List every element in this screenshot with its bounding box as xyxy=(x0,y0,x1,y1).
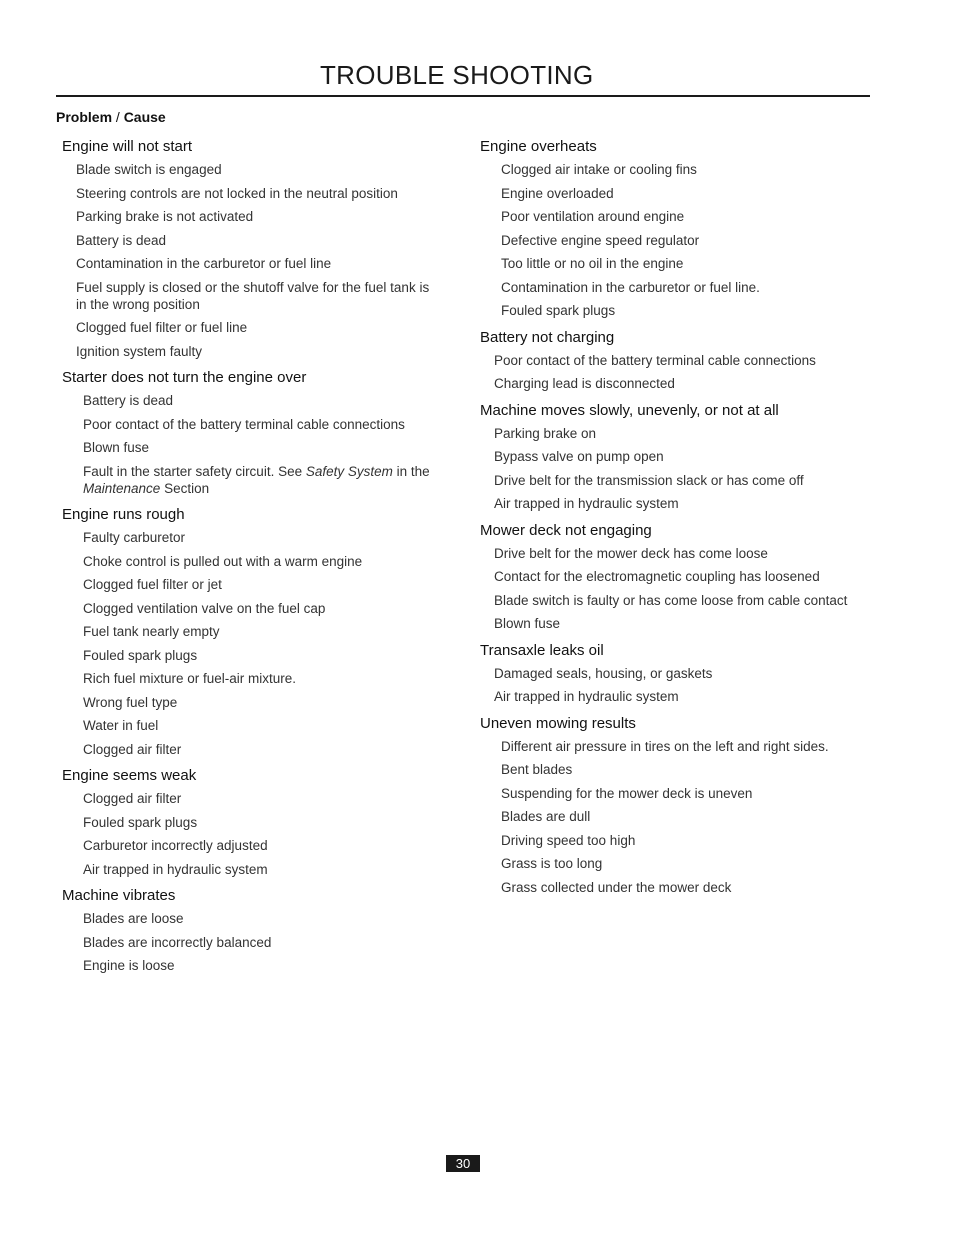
maintenance-reference: Maintenance xyxy=(83,480,161,496)
cause-item: Clogged fuel filter or jet xyxy=(83,577,222,592)
left-column xyxy=(62,138,442,983)
cause-list xyxy=(480,736,860,901)
problem-engine-will-not-start xyxy=(62,138,442,364)
problem-title: Engine runs rough xyxy=(62,506,185,523)
cause-item: Poor contact of the battery terminal cable connections xyxy=(83,416,405,432)
cause-item: Bypass valve on pump open xyxy=(494,449,664,464)
cause-item: Clogged air intake or cooling fins xyxy=(501,162,697,177)
cause-item: Fuel supply is closed or the shutoff valve for the fuel tank is in the wrong position xyxy=(76,279,430,312)
cause-item: Clogged ventilation valve on the fuel cap xyxy=(83,600,326,616)
problem-title: Mower deck not engaging xyxy=(480,521,652,539)
problem-title: Uneven mowing results xyxy=(480,714,636,732)
cause-item: Battery is dead xyxy=(83,393,174,408)
problem-title: Battery not charging xyxy=(480,328,615,346)
cause-text: Section xyxy=(160,480,210,496)
cause-item: Clogged fuel filter or fuel line xyxy=(76,320,248,335)
cause-list xyxy=(480,663,860,710)
cause-item: Faulty carburetor xyxy=(83,530,186,545)
cause-item: Air trapped in hydraulic system xyxy=(494,689,679,704)
safety-system-reference: Safety System xyxy=(305,463,393,479)
header-cause: Cause xyxy=(123,109,166,125)
cause-item: Too little or no oil in the engine xyxy=(501,256,684,271)
cause-item: Suspending for the mower deck is uneven xyxy=(501,785,753,801)
cause-item: Grass is too long xyxy=(501,856,603,871)
cause-list xyxy=(480,423,860,517)
cause-item: Clogged air filter xyxy=(83,741,182,757)
cause-item: Wrong fuel type xyxy=(83,694,178,710)
cause-item: Ignition system faulty xyxy=(76,343,203,359)
cause-item: Drive belt for the transmission slack or has come off xyxy=(494,472,804,488)
cause-item: Choke control is pulled out with a warm engine xyxy=(83,553,363,569)
problem-title: Machine moves slowly, unevenly, or not at all xyxy=(480,401,779,419)
cause-item: Air trapped in hydraulic system xyxy=(83,861,268,877)
cause-item: Engine overloaded xyxy=(501,185,614,201)
problem-battery-not-charging xyxy=(480,329,860,397)
cause-list xyxy=(62,390,442,501)
cause-item: Water in fuel xyxy=(83,718,159,733)
cause-text: Fault in the starter safety circuit. See xyxy=(83,463,306,479)
cause-item: Blown fuse xyxy=(494,616,561,631)
cause-item: Damaged seals, housing, or gaskets xyxy=(494,665,713,681)
cause-item: Blades are dull xyxy=(501,809,591,824)
problem-title: Engine will not start xyxy=(62,138,193,155)
cause-item: Different air pressure in tires on the left and right sides. xyxy=(501,738,829,754)
cause-item: Blades are incorrectly balanced xyxy=(83,934,272,950)
cause-item: Battery is dead xyxy=(76,232,167,248)
cause-item: Blade switch is faulty or has come loose from cable contact xyxy=(494,592,848,608)
cause-item: Blown fuse xyxy=(83,440,150,455)
cause-text: in the xyxy=(392,463,430,479)
cause-item: Bent blades xyxy=(501,762,573,777)
cause-item: Fouled spark plugs xyxy=(501,303,616,318)
cause-list xyxy=(480,159,860,324)
cause-item: Air trapped in hydraulic system xyxy=(494,496,679,511)
title-rule xyxy=(56,95,870,97)
cause-item: Contamination in the carburetor or fuel line. xyxy=(501,279,760,295)
problem-uneven-mowing-results xyxy=(480,715,860,901)
problem-cause-header xyxy=(56,109,166,125)
right-column xyxy=(480,138,860,904)
problem-starter-does-not-turn xyxy=(62,369,442,501)
problem-machine-vibrates xyxy=(62,887,442,979)
page-title: TROUBLE SHOOTING xyxy=(320,60,594,90)
problem-engine-overheats xyxy=(480,138,860,324)
problem-machine-moves-slowly xyxy=(480,402,860,517)
cause-item: Blade switch is engaged xyxy=(76,162,222,177)
problem-title: Machine vibrates xyxy=(62,887,176,904)
cause-item: Carburetor incorrectly adjusted xyxy=(83,838,268,853)
problem-mower-deck-not-engaging xyxy=(480,522,860,637)
cause-item: Fouled spark plugs xyxy=(83,814,198,830)
cause-list xyxy=(62,908,442,979)
cause-item-safety-circuit xyxy=(83,461,442,502)
problem-engine-seems-weak xyxy=(62,767,442,882)
cause-item: Steering controls are not locked in the neutral position xyxy=(76,185,398,201)
cause-item: Clogged air filter xyxy=(83,791,182,806)
cause-item: Blades are loose xyxy=(83,911,184,926)
cause-item: Drive belt for the mower deck has come loose xyxy=(494,545,768,561)
cause-item: Contamination in the carburetor or fuel line xyxy=(76,256,332,271)
cause-list xyxy=(480,543,860,637)
cause-item: Contact for the electromagnetic coupling has loosened xyxy=(494,569,820,584)
cause-item: Grass collected under the mower deck xyxy=(501,879,732,895)
cause-list xyxy=(62,527,442,762)
problem-title: Engine seems weak xyxy=(62,767,197,784)
header-separator: / xyxy=(112,109,124,125)
cause-list xyxy=(480,350,860,397)
cause-list xyxy=(62,788,442,882)
cause-item: Charging lead is disconnected xyxy=(494,376,675,391)
cause-item: Defective engine speed regulator xyxy=(501,232,700,248)
header-problem: Problem xyxy=(56,109,113,125)
problem-transaxle-leaks-oil xyxy=(480,642,860,710)
cause-item: Poor ventilation around engine xyxy=(501,209,685,224)
cause-item: Engine is loose xyxy=(83,958,175,973)
page-number: 30 xyxy=(446,1155,480,1172)
cause-list xyxy=(62,159,442,364)
cause-item: Rich fuel mixture or fuel-air mixture. xyxy=(83,671,297,686)
cause-item: Poor contact of the battery terminal cable connections xyxy=(494,352,816,368)
cause-item: Fouled spark plugs xyxy=(83,647,198,663)
problem-engine-runs-rough xyxy=(62,506,442,762)
problem-title: Transaxle leaks oil xyxy=(480,641,604,659)
cause-item: Parking brake is not activated xyxy=(76,209,254,224)
problem-title: Engine overheats xyxy=(480,138,597,155)
problem-title: Starter does not turn the engine over xyxy=(62,369,307,386)
cause-item: Driving speed too high xyxy=(501,832,636,848)
cause-item: Fuel tank nearly empty xyxy=(83,624,220,639)
cause-item: Parking brake on xyxy=(494,425,597,441)
